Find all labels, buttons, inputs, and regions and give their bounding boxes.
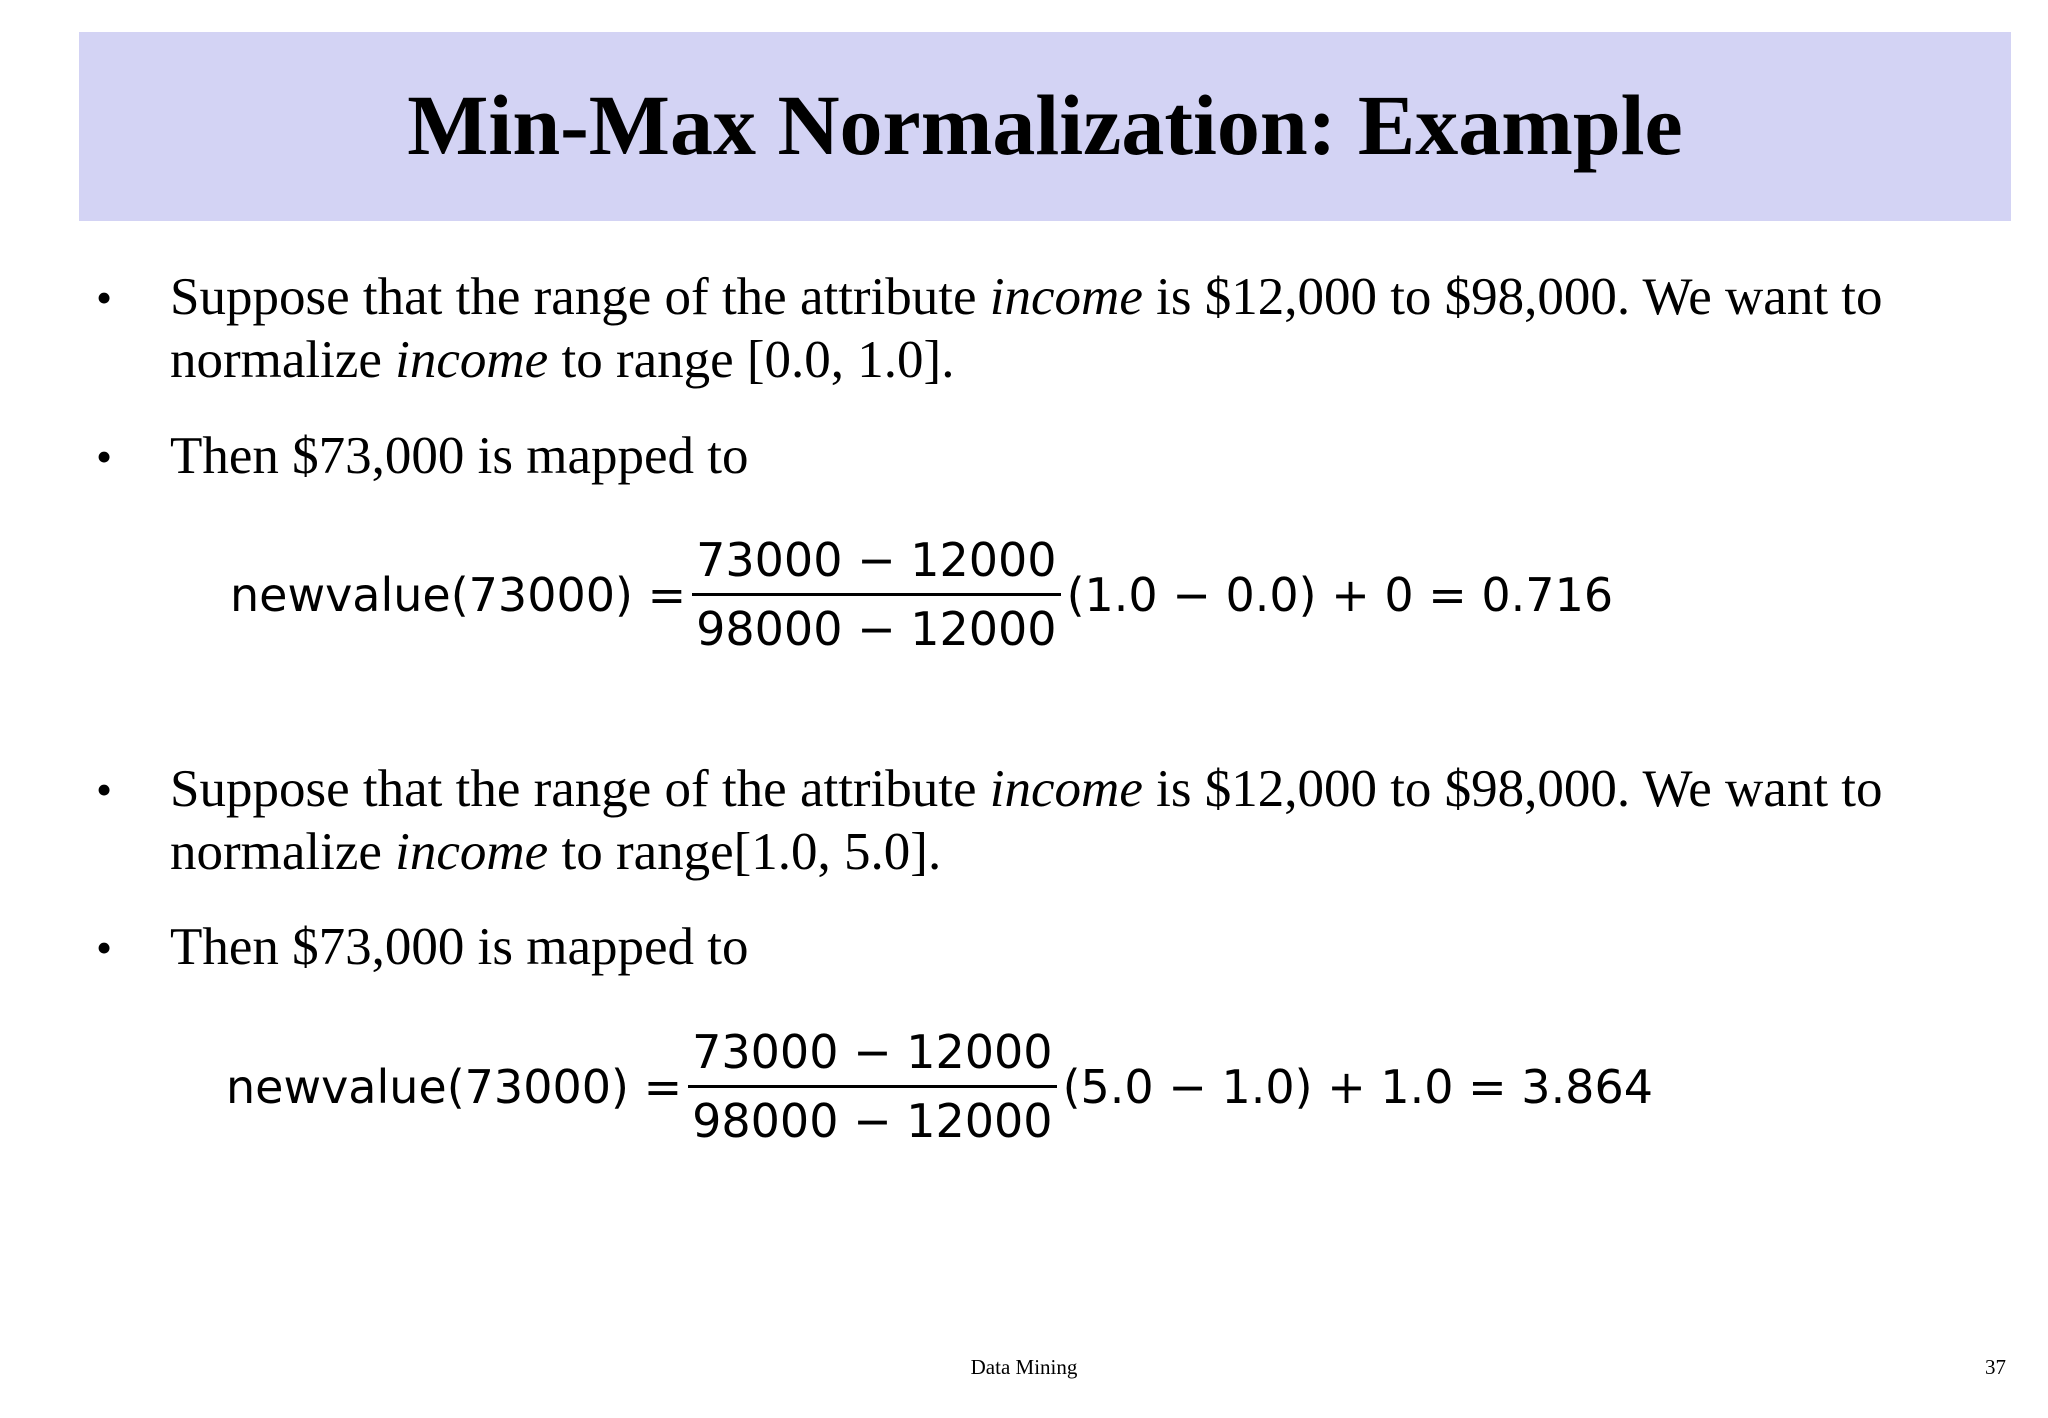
footer-course-name: Data Mining bbox=[970, 1355, 1078, 1379]
bullet-text: Then $73,000 is mapped to bbox=[170, 427, 749, 485]
formula-lhs: newvalue(73000) = bbox=[226, 1059, 683, 1114]
fraction-denominator: 98000 − 12000 bbox=[696, 602, 1057, 656]
slide-title: Min-Max Normalization: Example bbox=[407, 76, 1683, 173]
emphasis-income: income bbox=[989, 760, 1143, 818]
formula-1 bbox=[230, 527, 1613, 662]
bullet-text-mid: is $12,000 to $98,000. We want to normalize bbox=[170, 760, 1883, 881]
emphasis-income: income bbox=[395, 823, 549, 881]
emphasis-income: income bbox=[395, 331, 549, 389]
fraction-numerator: 73000 − 12000 bbox=[692, 1025, 1053, 1079]
title-band bbox=[79, 32, 2011, 221]
bullet-text bbox=[170, 758, 1970, 884]
fraction-denominator: 98000 − 12000 bbox=[692, 1094, 1053, 1148]
bullet-marker: • bbox=[96, 764, 113, 815]
bullet-text-mid: is $12,000 to $98,000. We want to normalize bbox=[170, 268, 1883, 389]
bullet-text-pre: Suppose that the range of the attribute bbox=[170, 268, 990, 326]
bullet-text-post: to range[1.0, 5.0]. bbox=[548, 823, 942, 881]
formula-rhs: (1.0 − 0.0) + 0 = 0.716 bbox=[1066, 567, 1614, 622]
emphasis-income: income bbox=[989, 268, 1143, 326]
bullet-text-post: to range [0.0, 1.0]. bbox=[548, 331, 955, 389]
footer-page-number: 37 bbox=[1985, 1355, 2006, 1379]
formula-2 bbox=[226, 1019, 1653, 1154]
formula-fraction bbox=[692, 527, 1060, 662]
bullet-text-pre: Suppose that the range of the attribute bbox=[170, 760, 990, 818]
formula-rhs: (5.0 − 1.0) + 1.0 = 3.864 bbox=[1062, 1059, 1653, 1114]
formula-lhs: newvalue(73000) = bbox=[230, 567, 687, 622]
fraction-numerator: 73000 − 12000 bbox=[696, 533, 1057, 587]
bullet-marker: • bbox=[96, 431, 113, 482]
formula-fraction bbox=[688, 1019, 1056, 1154]
bullet-marker: • bbox=[96, 922, 113, 973]
bullet-text: Then $73,000 is mapped to bbox=[170, 918, 749, 976]
bullet-text bbox=[170, 266, 1970, 392]
bullet-marker: • bbox=[96, 272, 113, 323]
